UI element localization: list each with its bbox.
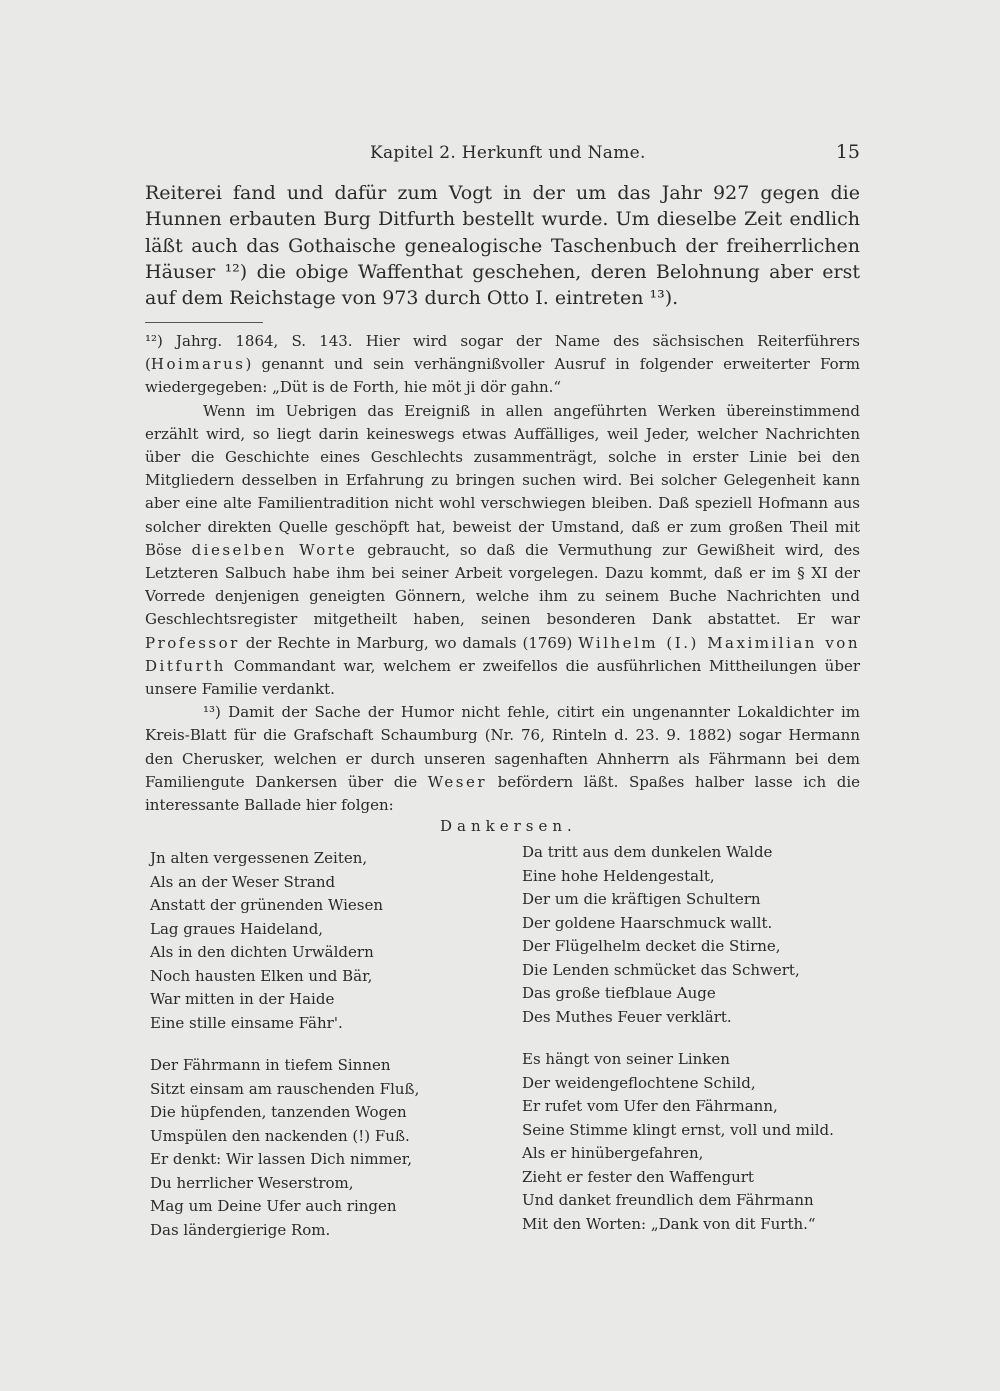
footnote-12-cont-d: Professor [145,633,240,652]
stanza-gap [150,1035,419,1054]
poem-line: Des Muthes Feuer verklärt. [522,1007,732,1026]
footnote-12-cont-e: der Rechte in Marburg, wo damals (1769) [239,633,579,652]
footnote-12-text-end: ) genannt und sein verhängnißvoller Ausruf in folgender erweiterter Form wiedergegeben: „Düt is de Forth, hie möt ji dör gahn.“ [145,355,860,397]
poem-line: Der Flügelhelm decket die Stirne, [522,937,781,955]
main-text [145,180,860,311]
footnote-12-name: Hoimarus [150,355,246,374]
poem-line: Du herrlicher Weserstrom, [150,1173,354,1192]
footnote-12-cont-f: Wilhelm (I.) Maximilian von Ditfurth [145,633,861,675]
footnote-12-cont-a: Wenn im Uebrigen das Ereigniß in allen angeführten Werken übereinstimmend erzählt wird, so liegt darin keineswegs etwas Auffälliges, weil Jeder, welcher Nachrichten über die Geschichte eines Geschlechts zusammenträgt, solche in erster Linie bei den Mitgliedern desselben in Erfahrung zu bringen suchen wird. Bei solcher Gelegenheit kann aber eine alte Familientradition nicht wohl verschwiegen bleiben. Daß speziell Hofmann aus solcher direkten Quelle geschöpft hat, beweist der Umstand, daß er zum großen Theil mit Böse [145,401,860,559]
poem-line: Eine hohe Heldengestalt, [522,866,715,885]
footnote-13 [145,701,860,817]
poem-line: Der Fährmann in tiefem Sinnen [150,1056,391,1074]
poem-line: Die hüpfenden, tanzenden Wogen [150,1103,407,1121]
running-head: Kapitel 2. Herkunft und Name. [370,143,646,163]
poem-stanza [150,1054,419,1242]
poem-line: Mit den Worten: „Dank von dit Furth.“ [522,1214,816,1233]
poem-line: Als er hinübergefahren, [522,1144,704,1162]
poem-line: Seine Stimme klingt ernst, voll und mild. [522,1120,834,1139]
footnote-12-cont-b: dieselben Worte [191,540,358,559]
poem-line: Mag um Deine Ufer auch ringen [150,1197,397,1215]
poem-line: Der um die kräftigen Schultern [522,890,761,908]
poem-line: Das große tiefblaue Auge [522,984,716,1002]
poem-line: Als an der Weser Strand [150,872,336,891]
footnote-12-cont-c: gebraucht, so daß die Vermuthung zur Gewißheit wird, des Letzteren Salbuch habe ihm bei seiner Arbeit vorgelegen. Dazu kommt, daß er im § XI der Vorrede denjenigen geneigten Gönnern, welche ihm zu seinem Buche Nachrichten und Geschlechtsregister mitgetheilt haben, seinen besonderen Dank abstattet. Er war [145,540,860,629]
poem-line: Und danket freundlich dem Fährmann [522,1191,814,1209]
poem-line: Als in den dichten Urwäldern [150,943,374,961]
poem-line: War mitten in der Haide [150,990,335,1008]
poem-left-column [150,847,419,1242]
poem-title: Dankersen. [440,817,577,835]
footnotes [145,330,860,817]
footnote-13-c: befördern läßt. Spaßes halber lasse ich die interessante Ballade hier folgen: [145,772,860,815]
poem-line: Jn alten vergessenen Zeiten, [150,849,368,867]
poem-line: Er denkt: Wir lassen Dich nimmer, [150,1150,413,1168]
poem-line: Lag graues Haideland, [150,919,324,938]
footnote-rule [145,322,263,323]
footnote-12 [145,330,860,400]
footnote-12-text: ¹²) Jahrg. 1864, S. 143. Hier wird sogar der Name des sächsischen Reiterführers ( [145,332,860,374]
stanza-gap [522,1029,834,1048]
main-paragraph: Reiterei fand und dafür zum Vogt in der um das Jahr 927 gegen die Hunnen erbauten Burg Ditfurth bestellt wurde. Um dieselbe Zeit endlich läßt auch das Gothaische genealogische Taschenbuch der freiherrlichen Häuser ¹²) die obige Waffenthat geschehen, deren Belohnung aber erst auf dem Reichstage von 973 durch Otto I. eintreten ¹³). [145,182,860,310]
footnote-12-cont-g: Commandant war, welchem er zweifellos die ausführlichen Mittheilungen über unsere Familie verdankt. [145,656,860,699]
poem-stanza [522,1048,834,1236]
footnote-12-continuation [145,400,860,702]
poem-stanza [522,841,834,1029]
page-header [145,143,860,169]
poem-line: Anstatt der grünenden Wiesen [150,896,384,914]
footnote-13-b: Weser [427,772,488,791]
poem-stanza [150,847,419,1035]
poem-line: Zieht er fester den Waffengurt [522,1167,754,1186]
poem-line: Das ländergierige Rom. [150,1220,331,1239]
poem-right-column [522,841,834,1236]
poem-line: Noch hausten Elken und Bär, [150,966,373,985]
poem-line: Sitzt einsam am rauschenden Fluß, [150,1079,420,1098]
poem-line: Der goldene Haarschmuck wallt. [522,913,773,932]
footnote-13-a: ¹³) Damit der Sache der Humor nicht fehle, citirt ein ungenannter Lokaldichter im Kreis-Blatt für die Grafschaft Schaumburg (Nr. 76, Rinteln d. 23. 9. 1882) sogar Hermann den Cherusker, welchen er durch unseren sagenhaften Ahnherrn als Fährmann bei dem Familiengute Dankersen über die [145,703,860,791]
page-number: 15 [835,141,860,163]
poem-line: Umspülen den nackenden (!) Fuß. [150,1126,410,1145]
poem-line: Eine stille einsame Fähr'. [150,1013,343,1032]
poem-line: Da tritt aus dem dunkelen Walde [522,843,773,861]
poem-line: Es hängt von seiner Linken [522,1050,730,1068]
poem-line: Er rufet vom Ufer den Fährmann, [522,1097,778,1115]
poem-line: Der weidengeflochtene Schild, [522,1073,756,1092]
poem-line: Die Lenden schmücket das Schwert, [522,960,800,979]
